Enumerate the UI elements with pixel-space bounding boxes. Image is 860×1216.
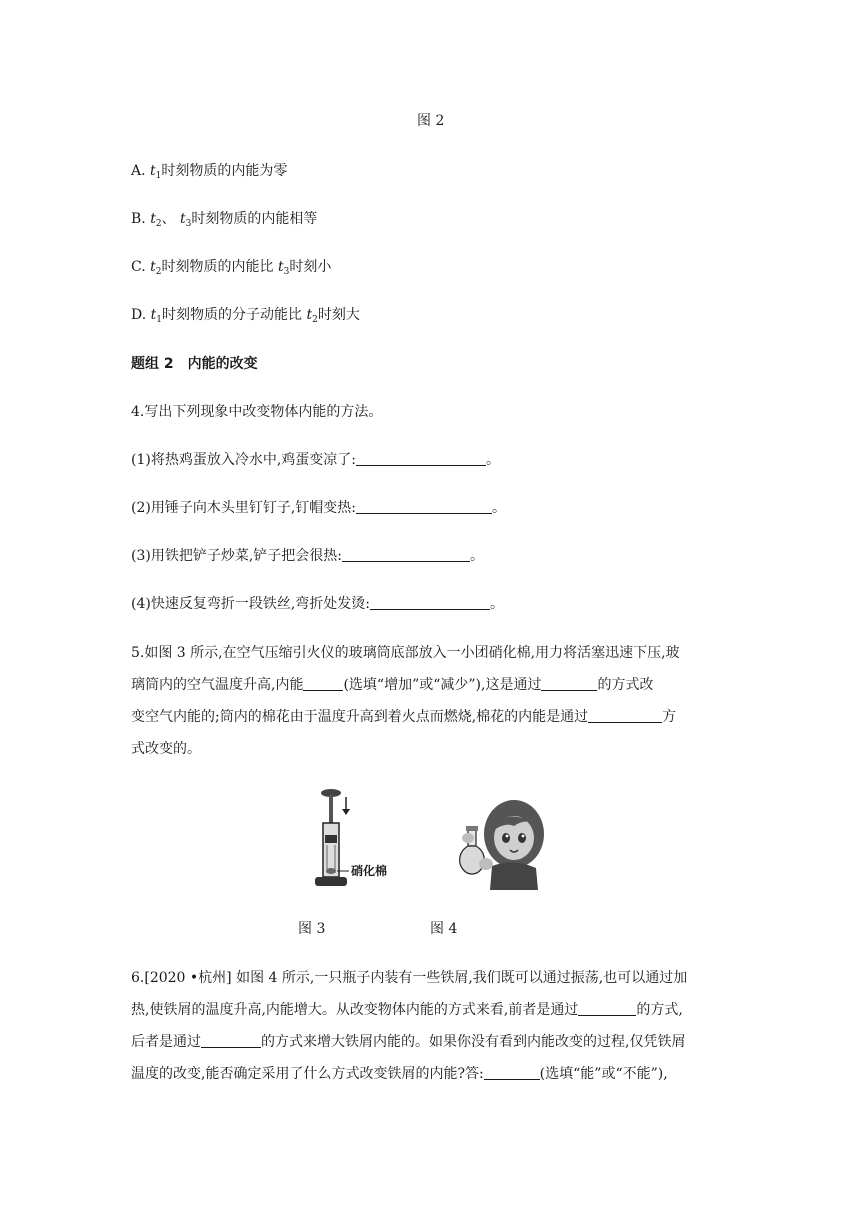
q5-line-3: 变空气内能的;筒内的棉花由于温度升高到着火点而燃烧,棉花的内能是通过 方 xyxy=(131,709,677,725)
figure2-caption: 图 2 xyxy=(417,113,445,129)
answer-blank[interactable] xyxy=(588,708,662,723)
figure3-compression-igniter xyxy=(305,785,415,895)
section-title: 题组 2 内能的改变 xyxy=(131,356,258,372)
option-d[interactable]: D. $t_1$时刻物质的分子动能比 $t_2$时刻大 xyxy=(131,307,360,325)
option-a[interactable]: A. $t_1$时刻物质的内能为零 xyxy=(131,163,288,181)
q6-line-3: 后者是通过 的方式来增大铁屑内能的。如果你没有看到内能改变的过程,仅凭铁屑 xyxy=(131,1034,686,1050)
q4-item-3: (3)用铁把铲子炒菜,铲子把会很热: 。 xyxy=(131,548,484,564)
answer-blank[interactable] xyxy=(370,595,490,610)
q6-line-1: 6.[2020 •杭州] 如图 4 所示,一只瓶子内装有一些铁屑,我们既可以通过振荡,也可以通过加 xyxy=(131,970,688,986)
q6-line-2: 热,使铁屑的温度升高,内能增大。从改变物体内能的方式来看,前者是通过 的方式, xyxy=(131,1002,683,1018)
q5-line-4: 式改变的。 xyxy=(131,741,201,757)
answer-blank[interactable] xyxy=(303,676,343,691)
option-b[interactable]: B. $t_2$、 $t_3$时刻物质的内能相等 xyxy=(131,211,318,229)
option-c[interactable]: C. $t_2$时刻物质的内能比 $t_3$时刻小 xyxy=(131,259,332,277)
answer-blank[interactable] xyxy=(356,499,492,514)
figure3-label: 硝化棉 xyxy=(351,864,388,878)
q4-item-1: (1)将热鸡蛋放入冷水中,鸡蛋变凉了: 。 xyxy=(131,452,500,468)
q6-line-4: 温度的改变,能否确定采用了什么方式改变铁屑的内能?答: (选填“能”或“不能”), xyxy=(131,1066,668,1082)
answer-blank[interactable] xyxy=(356,451,486,466)
answer-blank[interactable] xyxy=(201,1033,261,1048)
answer-blank[interactable] xyxy=(342,547,470,562)
answer-blank[interactable] xyxy=(578,1001,636,1016)
q5-line-2: 璃筒内的空气温度升高,内能 (选填“增加”或“减少”),这是通过 的方式改 xyxy=(131,677,654,693)
q4-item-4: (4)快速反复弯折一段铁丝,弯折处发烫: 。 xyxy=(131,596,504,612)
q4-stem: 4.写出下列现象中改变物体内能的方法。 xyxy=(131,404,383,420)
q5-line-1: 5.如图 3 所示,在空气压缩引火仪的玻璃筒底部放入一小团硝化棉,用力将活塞迅速下压,玻 xyxy=(131,645,680,661)
figure4-caption: 图 4 xyxy=(430,921,458,937)
figure4-girl-with-bottle xyxy=(456,792,548,890)
answer-blank[interactable] xyxy=(484,1065,540,1080)
figure3-caption: 图 3 xyxy=(298,921,326,937)
q4-item-2: (2)用锤子向木头里钉钉子,钉帽变热: 。 xyxy=(131,500,506,516)
answer-blank[interactable] xyxy=(541,676,597,691)
